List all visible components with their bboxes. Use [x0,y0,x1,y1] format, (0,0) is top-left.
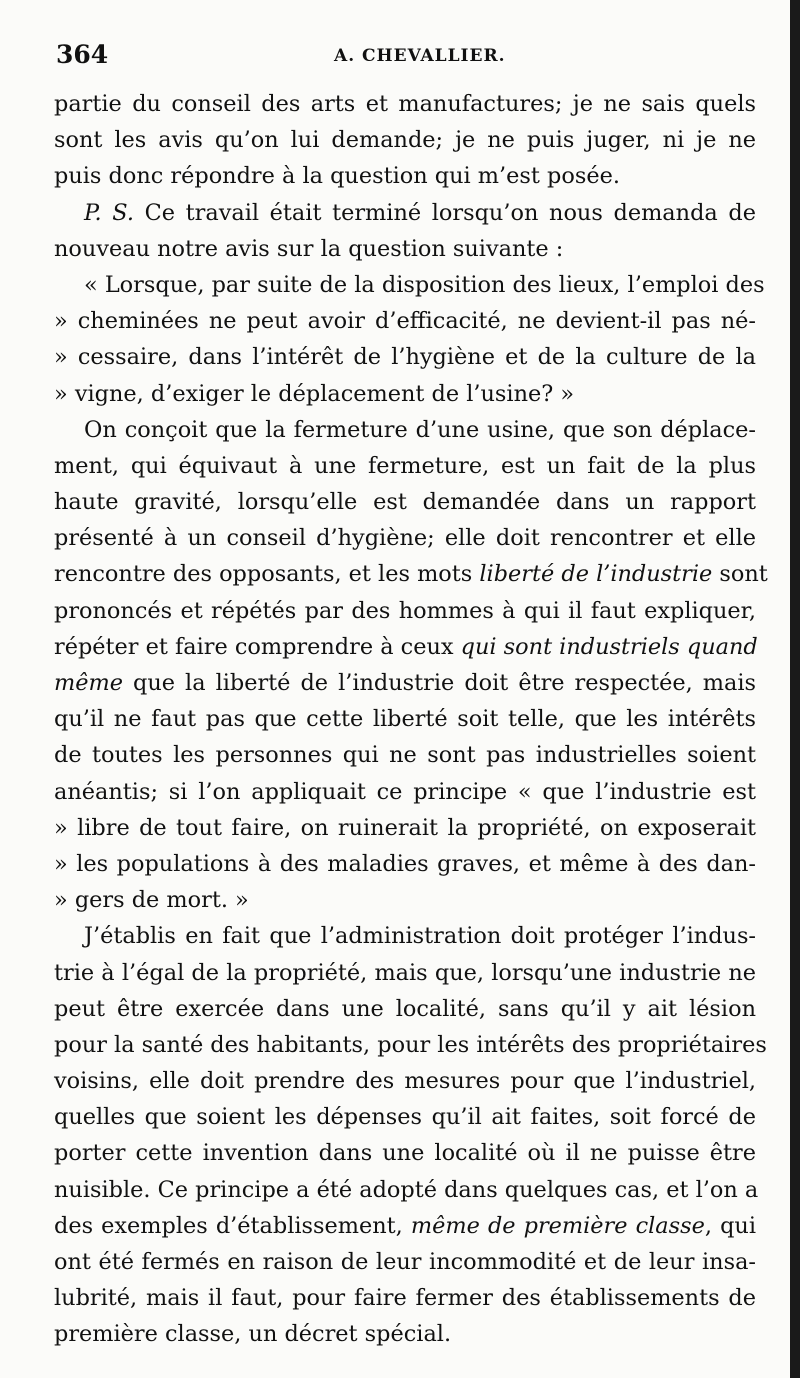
text-line [54,1208,756,1244]
text-run: prononcés et répétés par des hommes à qui il faut expliquer, [54,597,756,624]
text-line [54,122,756,158]
text-run: première classe, un décret spécial. [54,1321,452,1348]
text-line [54,1027,767,1063]
text-run: peut être exercée dans une localité, sans qu’il y ait lésion [54,995,756,1022]
text-run: ont été fermés en raison de leur incommodité et de leur insa- [54,1249,756,1275]
text-line [54,1316,756,1352]
text-line [54,1280,756,1316]
text-line [54,520,756,556]
page-header [56,40,756,74]
italic-phrase: même [54,670,123,696]
text-run: haute gravité, lorsqu’elle est demandée dans un rapport [54,489,756,516]
text-line [54,1244,756,1280]
text-run: » cessaire, dans l’intérêt de l’hygiène et de la culture de la [54,344,756,371]
text-run: rencontre des opposants, et les mots [54,561,480,588]
text-line [54,846,756,882]
text-run: Ce travail était terminé lorsqu’on nous demanda de [133,199,756,226]
text-line [54,484,756,520]
text-line [54,737,756,773]
text-run: sont [712,561,768,588]
text-line [54,1063,756,1099]
italic-phrase: qui sont industriels quand [460,633,758,660]
text-line [54,339,756,375]
text-run: « Lorsque, par suite de la disposition des lieux, l’emploi des [84,271,765,298]
text-run: J’établis en fait que l’administration doit protéger l’indus- [84,923,756,950]
text-run: » cheminées ne peut avoir d’efficacité, ne devient-il pas né- [54,308,756,335]
text-line [54,195,756,231]
text-run: puis donc répondre à la question qui m’est posée. [54,163,620,190]
page-number: 364 [56,40,109,69]
text-run: pour la santé des habitants, pour les intérêts des propriétaires [54,1031,767,1058]
text-line [54,1172,759,1208]
text-run: » les populations à des maladies graves, et même à des dan- [54,850,756,877]
text-run: trie à l’égal de la propriété, mais que, lorsqu’une industrie ne [54,959,756,986]
text-line [54,556,768,592]
text-line [54,1099,756,1135]
page-edge-shadow [790,0,800,1378]
text-line [54,918,756,954]
text-run: répéter et faire comprendre à ceux [54,633,461,660]
text-run: nuisible. Ce principe a été adopté dans quelques cas, et l’on a [54,1176,759,1203]
text-run: nouveau notre avis sur la question suivante : [54,235,564,262]
text-line [54,665,756,701]
text-line [54,303,756,339]
text-line [54,991,756,1027]
text-line [54,629,756,665]
text-line [54,158,756,194]
text-run: lubrité, mais il faut, pour faire fermer des établissements de [54,1285,756,1312]
text-run: , qui [704,1212,756,1239]
text-run: voisins, elle doit prendre des mesures pour que l’industriel, [54,1068,756,1095]
italic-phrase: même de première classe [410,1212,705,1239]
text-line [54,774,756,810]
text-run: de toutes les personnes qui ne sont pas industrielles soient [54,742,756,769]
text-run: qu’il ne faut pas que cette liberté soit telle, que les intérêts [54,706,756,733]
text-line [54,810,756,846]
text-run: » vigne, d’exiger le déplacement de l’usine? » [54,380,575,407]
text-line [54,86,756,122]
text-run: ment, qui équivaut à une fermeture, est un fait de la plus [54,452,756,479]
text-run: présenté à un conseil d’hygiène; elle doit rencontrer et elle [54,525,756,552]
text-run: des exemples d’établissement, [54,1212,411,1239]
text-line [54,593,756,629]
text-run: anéantis; si l’on appliquait ce principe « que l’industrie est [54,778,756,805]
text-run: partie du conseil des arts et manufactures; je ne sais quels [54,91,756,117]
text-line [54,882,756,918]
text-run: » libre de tout faire, on ruinerait la propriété, on exposerait [54,814,756,841]
italic-phrase: P. S. [84,199,134,226]
running-head: A. CHEVALLIER. [334,46,506,66]
text-run: que la liberté de l’industrie doit être respectée, mais [122,670,756,696]
text-run: » gers de mort. » [54,887,249,914]
text-run: quelles que soient les dépenses qu’il ait faites, soit forcé de [54,1104,756,1131]
text-line [54,448,756,484]
text-run: porter cette invention dans une localité où il ne puisse être [54,1140,756,1167]
text-line [54,701,756,737]
text-line [54,231,756,267]
text-line [54,267,765,303]
text-line [54,1135,756,1171]
text-run: On conçoit que la fermeture d’une usine, que son déplace- [84,416,756,443]
text-line [54,376,756,412]
italic-phrase: liberté de l’industrie [479,561,713,588]
text-run: sont les avis qu’on lui demande; je ne puis juger, ni je ne [54,127,756,154]
text-line [54,412,756,448]
text-line [54,955,756,991]
body-text [54,86,768,1353]
